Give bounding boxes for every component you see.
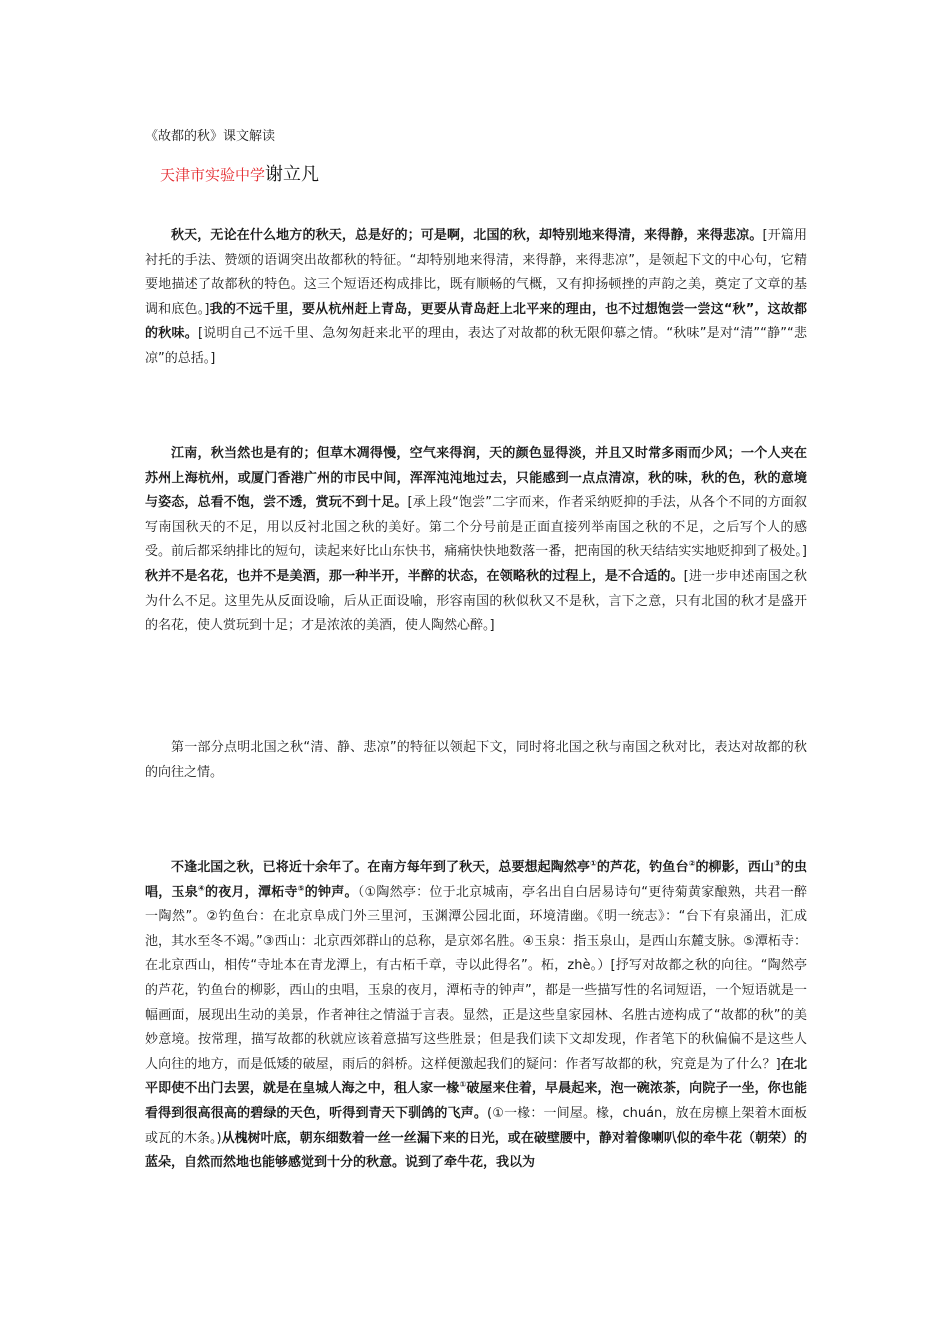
text-run-bold: 在北平即使不出门去罢，就是在皇城人海之中，租人家一椽 — [145, 1056, 807, 1097]
text-run-bold: 的柳影，西山 — [695, 860, 775, 875]
text-run-bold: 从槐树叶底，朝东细数着一丝一丝漏下来的日光，或在破壁腰中，静对着像喇叭似的牵牛花（朝荣）的蓝朵，自然而然地也能够感觉到十分的秋意。说到了牵牛花，我以为 — [145, 1130, 807, 1171]
text-run-note: [开篇用衬托的手法、赞颂的语调突出故都秋的特征。“却特别地来得清，来得静，来得悲凉”，是领起下文的中心句，它精要地描述了故都秋的特色。这三个短语还构成排比，既有顺畅的气概，又有抑扬顿挫的声韵之美，奠定了文章的基调和底色。] — [145, 228, 807, 317]
text-run-bold: 的虫唱，玉泉 — [145, 860, 807, 900]
byline — [160, 163, 319, 187]
author-school: 天津市实验中学 — [160, 166, 266, 184]
text-run-bold: 我的不远千里，要从杭州赶上青岛，更要从青岛赶上北平来的理由，也不过想饱尝一尝这“秋”，这故都的秋味。 — [145, 301, 808, 342]
document-title: 《故都的秋》课文解读 — [145, 129, 276, 144]
text-run-note: [说明自己不远千里、急匆匆赶来北平的理由，表达了对故都的秋无限仰慕之情。“秋味”是对“清”“静”“悲凉”的总括。] — [145, 326, 807, 366]
text-run-bold: 的夜月，潭柘寺 — [205, 884, 298, 900]
footnote-marker: ① — [590, 859, 597, 868]
text-run-bold: 江南，秋当然也是有的；但草木凋得慢，空气来得润，天的颜色显得淡，并且又时常多雨而少风；一个人夹在苏州上海杭州，或厦门香港广州的市民中间，浑浑沌沌地过去，只能感到一点点清凉，秋的味，秋的色，秋的意境与姿态，总看不饱，尝不透，赏玩不到十足。 — [145, 446, 807, 511]
text-run-bold: 不逢北国之秋，已将近十余年了。在南方每年到了秋天，总要想起陶然亭 — [171, 860, 591, 875]
text-run-note: (①一椽：一间屋。椽，chuán，放在房檩上架着木面板或瓦的木条。) — [145, 1105, 807, 1146]
footnote-marker: ⑤ — [297, 883, 305, 893]
text-run-note: （①陶然亭：位于北京城南，亭名出自白居易诗句“更待菊黄家酿熟，共君一醉一陶然”。②钓鱼台：在北京阜成门外三里河，玉渊潭公园北面，环境清幽。《明一统志》：“台下有泉涌出，汇成池，其水至冬不竭。”③西山：北京西郊群山的总称，是京郊名胜。④玉泉：指玉泉山，是西山东麓支脉。⑤潭柘寺：在北京西山，相传“寺址本在青龙潭上，有古柘千章，寺以此得名”。柘，zhè。）[抒写对故都之秋的向往。“陶然亭的芦花，钓鱼台的柳影，西山的虫唱，玉泉的夜月，潭柘寺的钟声”，都是一些描写性的名词短语，一个短语就是一幅画面，展现出生动的美景，作者神往之情溢于言表。显然，正是这些皇家园林、名胜古迹构成了“故都的秋”的美妙意境。按常理，描写故都的秋就应该着意描写这些胜景；但是我们读下文却发现，作者笔下的秋偏偏不是这些人人向往的地方，而是低矮的破屋，雨后的斜桥。这样便激起我们的疑问：作者写故都的秋，究竟是为了什么？] — [145, 884, 807, 1072]
footnote-marker: ① — [459, 1080, 467, 1090]
footnote-marker: ② — [688, 859, 696, 868]
text-run-bold: 秋天，无论在什么地方的秋天，总是好的；可是啊，北国的秋，却特别地来得清，来得静，来得悲凉。 — [171, 228, 763, 243]
text-run-bold: 的芦花，钓鱼台 — [596, 860, 689, 875]
text-run-note: 第一部分点明北国之秋“清、静、悲凉”的特征以领起下文，同时将北国之秋与南国之秋对比，表达对故都的秋的向往之情。 — [145, 740, 807, 780]
paragraph-2 — [145, 442, 807, 639]
text-run-bold: 破屋来住着，早晨起来，泡一碗浓茶，向院子一坐，你也能看得到很高很高的碧绿的天色，听得到青天下驯鸽的飞声。 — [145, 1081, 807, 1121]
text-run-note: [承上段“饱尝”二字而来，作者采纳贬抑的手法，从各个不同的方面叙写南国秋天的不足，用以反衬北国之秋的美好。第二个分号前是正面直接列举南国之秋的不足，之后写个人的感受。前后都采纳排比的短句，读起来好比山东快书，痛痛快快地数落一番，把南国的秋天结结实实地贬抑到了极处。] — [145, 495, 807, 560]
text-run-note: [进一步申述南国之秋为什么不足。这里先从反面设喻，后从正面设喻，形容南国的秋似秋又不是秋，言下之意，只有北国的秋才是盛开的名花，使人赏玩到十足；才是浓浓的美酒，使人陶然心醉。] — [145, 568, 807, 634]
paragraph-4 — [145, 856, 807, 1176]
footnote-marker: ④ — [197, 883, 206, 893]
author-name: 谢立凡 — [265, 164, 320, 185]
text-run-bold: 的钟声。 — [304, 884, 358, 900]
footnote-marker: ③ — [774, 859, 781, 868]
paragraph-1 — [145, 224, 807, 372]
text-run-bold: 秋并不是名花，也并不是美酒，那一种半开，半醉的状态，在领略秋的过程上，是不合适的。 — [145, 568, 684, 584]
paragraph-3 — [145, 736, 807, 785]
